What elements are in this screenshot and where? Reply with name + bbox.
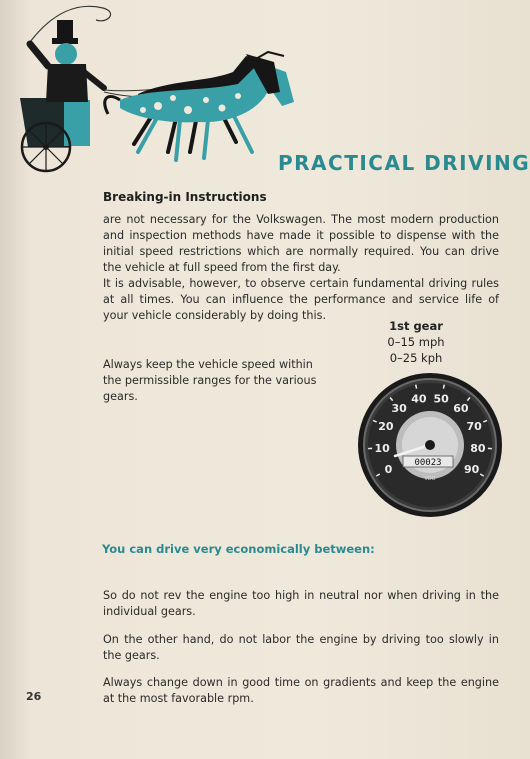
odometer-readout: 00023 [414, 458, 442, 468]
intro-paragraph: are not necessary for the Volkswagen. The most modern production and inspection methods have made it possible to dispense with the initial speed restrictions which are normally required. You can drive the vehicle at full speed from the first day. [103, 213, 499, 274]
speedometer-tick-label: 0 [384, 463, 393, 476]
speedometer-tick-label: 80 [470, 441, 486, 455]
speedometer-brand: VDO [424, 476, 436, 482]
coach-and-horses-illustration [8, 2, 308, 174]
gear-kph: 0–25 kph [389, 351, 443, 365]
speedometer-tick-label: 50 [433, 392, 449, 406]
section-subtitle: Breaking-in Instructions [103, 190, 267, 204]
gear-mph: 0–15 mph [387, 335, 445, 349]
economy-heading: You can drive very economically between: [102, 542, 375, 556]
speedometer-tick-label: 40 [411, 392, 427, 406]
page-title: PRACTICAL DRIVING [278, 151, 530, 175]
economy-paragraph-1: So do not rev the engine too high in neutral nor when driving in the individual gears. [103, 589, 499, 618]
economy-paragraph-3: Always change down in good time on gradients and keep the engine at the most favorable rpm. [103, 676, 499, 705]
economy-paragraph-2: On the other hand, do not labor the engine by driving too slowly in the gears. [103, 633, 499, 662]
speedometer-tick-label: 90 [463, 463, 480, 476]
advice-paragraph: It is advisable, however, to observe certain fundamental driving rules at all times. You can influence the performance and service life of your vehicle considerably by doing this. [103, 277, 499, 322]
speedometer-tick-label: 70 [466, 420, 482, 433]
speedometer-tick-mark [443, 385, 444, 389]
gear-title: 1st gear [389, 319, 443, 333]
speedometer-tick-label: 10 [374, 441, 390, 455]
speedometer-tick-label: 60 [453, 402, 469, 416]
gear-range-box [372, 318, 460, 366]
speedometer-tick-label: 20 [378, 420, 394, 433]
speed-range-paragraph: Always keep the vehicle speed within the permissible ranges for the various gears. [103, 358, 317, 403]
speedometer-image [357, 372, 503, 518]
speedometer-tick-mark [416, 385, 417, 389]
speedometer-tick-label: 30 [391, 402, 407, 416]
page-number: 26 [26, 690, 42, 703]
